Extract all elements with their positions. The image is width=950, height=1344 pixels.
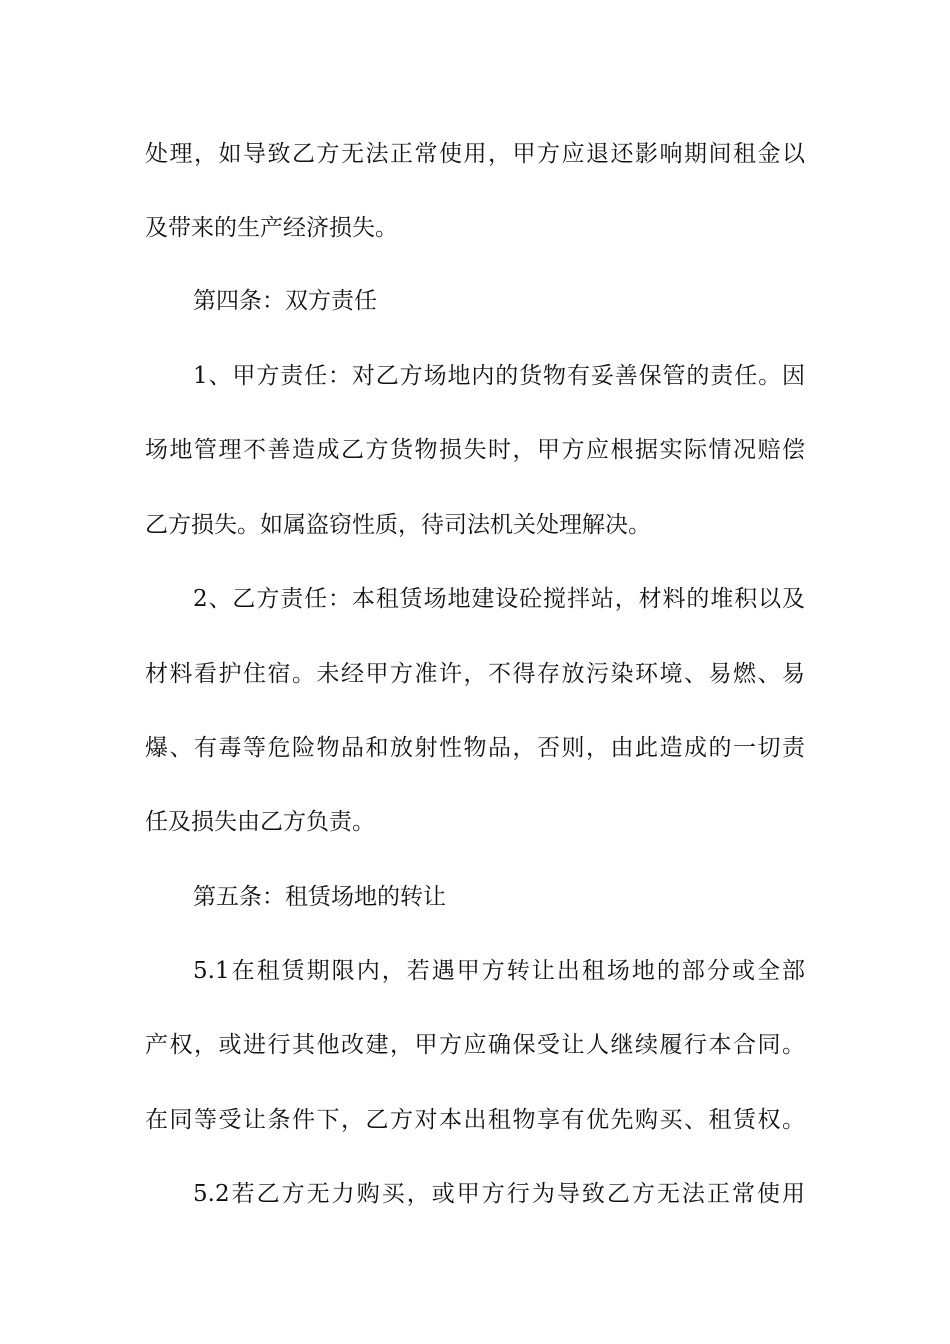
body-text-line: 1、甲方责任：对乙方场地内的货物有妥善保管的责任。因 [193, 363, 805, 389]
body-text-line: 及带来的生产经济损失。 [145, 215, 398, 241]
article-heading: 第四条：双方责任 [193, 288, 377, 314]
body-text-line: 任及损失由乙方负责。 [145, 809, 375, 835]
body-text-line: 爆、有毒等危险物品和放射性物品，否则，由此造成的一切责 [145, 735, 805, 761]
body-text-line: 乙方损失。如属盗窃性质，待司法机关处理解决。 [145, 512, 651, 538]
body-text-line: 在同等受让条件下，乙方对本出租物享有优先购买、租赁权。 [145, 1107, 805, 1133]
body-text-line: 场地管理不善造成乙方货物损失时，甲方应根据实际情况赔偿 [145, 437, 805, 463]
body-text-line: 处理，如导致乙方无法正常使用，甲方应退还影响期间租金以 [145, 141, 805, 167]
article-heading: 第五条：租赁场地的转让 [193, 884, 446, 910]
body-text-line: 5.1在租赁期限内，若遇甲方转让出租场地的部分或全部 [193, 958, 805, 984]
body-text-line: 材料看护住宿。未经甲方准许，不得存放污染环境、易燃、易 [145, 661, 805, 687]
body-text-line: 产权，或进行其他改建，甲方应确保受让人继续履行本合同。 [145, 1032, 805, 1058]
body-text-line: 5.2若乙方无力购买，或甲方行为导致乙方无法正常使用 [193, 1181, 805, 1207]
body-text-line: 2、乙方责任：本租赁场地建设砼搅拌站，材料的堆积以及 [193, 586, 805, 612]
